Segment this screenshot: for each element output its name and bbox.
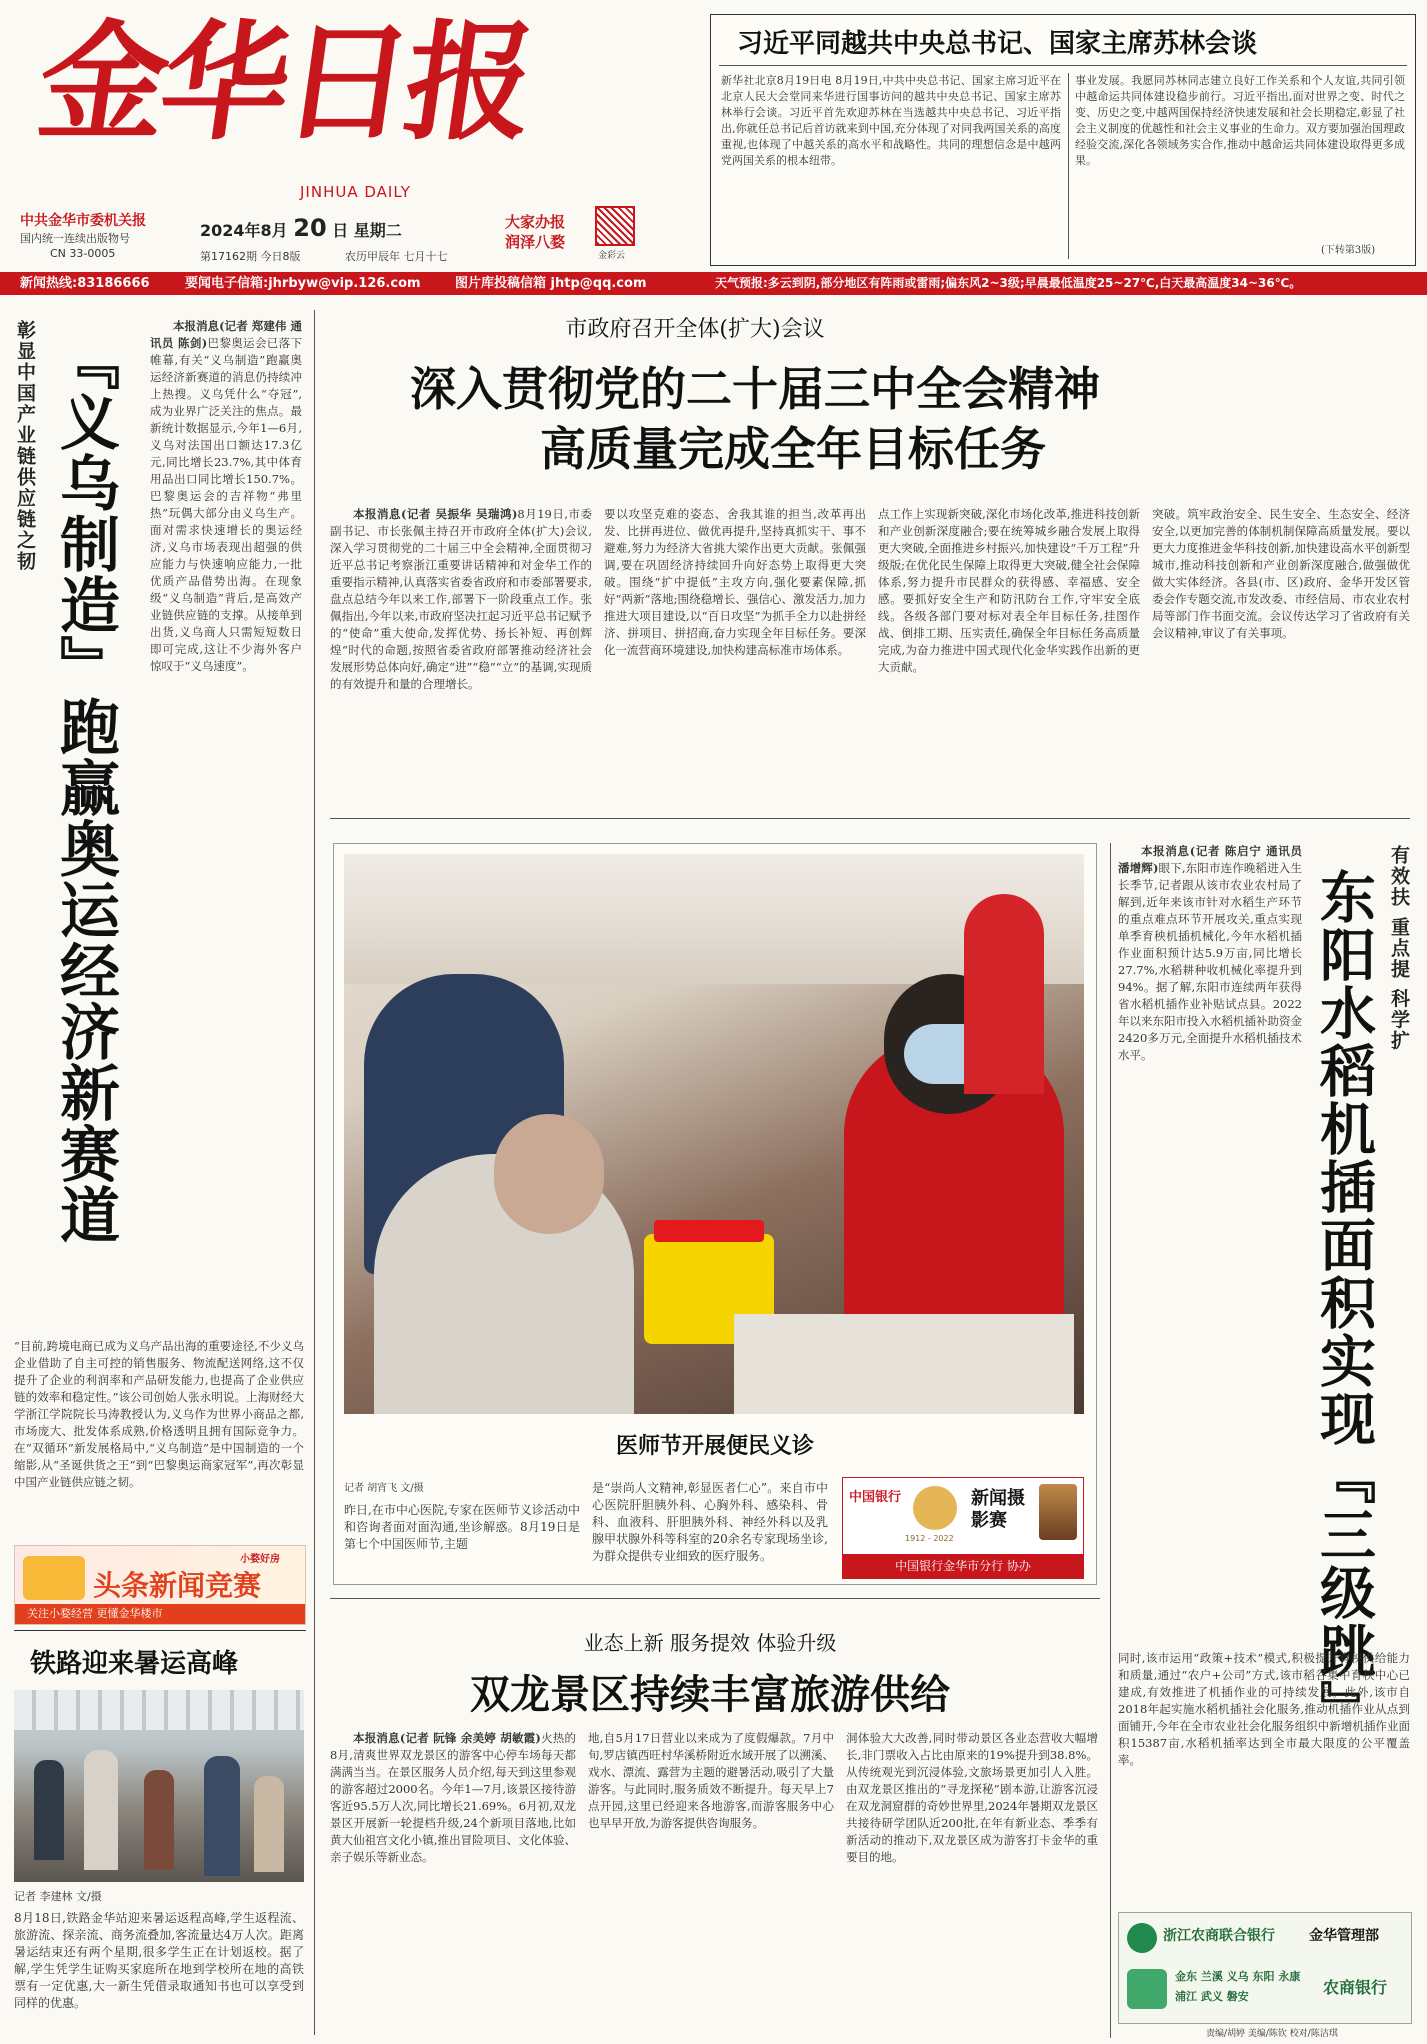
cn-number-label: 国内统一连续出版物号 — [20, 232, 130, 245]
issue-month: 2024年8月 — [200, 221, 288, 240]
right-feature-kicker: 有效扶 重点提 科学扩 — [1388, 845, 1410, 1052]
photo-story-box — [333, 843, 1097, 1585]
rural-bank-brand: 农商银行 — [1323, 1978, 1388, 1997]
main-story-text-1: 8月19日,市委副书记、市长张佩主持召开市政府全体(扩大)会议,深入学习贯彻党的二十届三中全会精神,全面贯彻习近平总书记考察浙江重要讲话精神和对金华工作的重要指示精神,认真落实省委省政府和市委部署要求,盘点总结今年以来工作,部署下一阶段重点工作。张佩指出,今年以来,市政府坚决扛起习近平总书记赋予的“使命”重大使命,发挥优势、扬长补短、再创辉煌“时代的命题,按照省委省政府部署推动经济社会发展形势总体向好,确定“进”“稳”“立”的基调,实现质的有效提升和量的合理增长。 — [330, 507, 592, 691]
bottom-story-column-1 — [330, 1730, 576, 2036]
left-feature-kicker: 彰显中国产业链供应链之韧 — [14, 320, 36, 572]
railway-photo — [14, 1690, 304, 1882]
qr-code-icon[interactable] — [595, 206, 635, 246]
main-story-column-3: 点工作上实现新突破,深化市场化改革,推进科技创新和产业创新深度融合;要在统筹城乡融合发展上取得更大突破,全面推进乡村振兴,加快建设“千万工程”升级版;在优化民生保障上取得更大突破,健全社会保障体系,努力提升市民群众的获得感、幸福感、安全感。要抓好安全生产和防汛防台工作,守牢安全底线。各级各部门要对标对表全年目标任务,挂图作战、倒排工期、压实责任,确保全年目标任务高质量完成,为奋力推进中国式现代化金华实践作出新的更大贡献。 — [878, 507, 1140, 674]
info-bar — [0, 272, 1427, 295]
main-story-title-line-2[interactable]: 高质量完成全年目标任务 — [540, 422, 1046, 476]
lunar-date: 农历甲辰年 七月十七 — [345, 250, 448, 263]
railway-body: 8月18日,铁路金华站迎来暑运返程高峰,学生返程流、旅游流、探亲流、商务流叠加,客流量达4万人次。距离暑运结束还有两个星期,很多学生正在计划返校。据了解,学生凭学生证购买家庭所在地到学校所在地的高铁票有一定优惠,大一新生凭借录取通知书也可以享受到同样的优惠。 — [14, 1911, 304, 2010]
main-story-kicker: 市政府召开全体(扩大)会议 — [565, 317, 825, 342]
photo-credit: 记者 胡宵飞 文/摄 — [344, 1483, 424, 1494]
top-news-column-1: 新华社北京8月19日电 8月19日,中共中央总书记、国家主席习近平在北京人民大会堂同来华进行国事访问的越共中央总书记、国家主席苏林举行会谈。习近平首先欢迎苏林在当选越共中央总书记、习近平指出,你就任总书记后首访就来到中国,充分体现了对同我两国关系的高度重视,也体现了中越关系的高水平和战略性。共同的理想信念是中越两党两国关系的根本纽带。 — [721, 74, 1061, 167]
rural-bank-badge-icon — [1127, 1969, 1167, 2009]
rural-bank-name: 浙江农商联合银行 — [1163, 1928, 1275, 1944]
bottom-story-column-2: 地,自5月17日营业以来成为了度假爆款。7月中旬,罗店镇西旺村华溪桥附近水域开展了以溯溪、戏水、漂流、露营为主题的避暑活动,吸引了大量游客。与此同时,服务质效不断提升。每天早上7点开园,这里已经迎来各地游客,而游客服务中心也早早开放,为游客提供咨询服务。 — [588, 1731, 834, 1830]
bottom-story-kicker: 业态上新 服务提效 体验升级 — [583, 1631, 837, 1655]
right-feature-body-2: 同时,该市运用“政策+技术”模式,积极提升育秧供给能力和质量,通过“农户+公司”方式,该市稻谷集中育秧中心已建成,有效推进了机插作业的可持续发展。此外,该市自2018年起实施水稻机插社会化服务,推动机插作业从点到面铺开,今年在全市农业社会化服务组织中新增机插作业面积15387亩,水稻机插率达到全市最大限度的公平覆盖率。 — [1118, 1651, 1410, 1767]
photo-story-body-1: 昨日,在市中心医院,专家在医师节义诊活动中和咨询者面对面沟通,坐诊解惑。8月19日是第七个中国医师节,主题 — [344, 1503, 580, 1551]
left-feature-body-1 — [150, 318, 302, 1336]
horse-statue-icon — [1039, 1484, 1077, 1540]
slogan-line-2: 润泽八婺 — [505, 233, 566, 251]
right-feature-title[interactable]: 东阳水稻机插面积实现『三级跳』 — [1311, 868, 1377, 1738]
rural-bank-cities: 金东 兰溪 义乌 东阳 永康 浦江 武义 磐安 — [1175, 1970, 1301, 2003]
photo-caption-title[interactable]: 医师节开展便民义诊 — [615, 1433, 814, 1459]
left-feature-title[interactable]: 『义乌制造』跑赢奥运经济新赛道 — [50, 330, 120, 1245]
anniversary-badge-icon — [913, 1486, 957, 1530]
bottom-story-byline: 本报消息(记者 阮锋 余美婷 胡敏霞) — [353, 1731, 541, 1745]
ad-sponsor: 中国银行金华市分行 协办 — [843, 1554, 1083, 1578]
rural-bank-slogan: 金华管理部 — [1309, 1928, 1379, 1944]
right-feature-body-1 — [1118, 843, 1302, 1643]
ad-years: 1912 - 2022 — [905, 1534, 954, 1543]
issue-weekday: 日 星期二 — [332, 221, 402, 240]
news-hotline: 新闻热线:83186666 — [20, 276, 150, 291]
editor-credits: 责编/胡婷 美编/陈钦 校对/陈洁琪 — [1206, 2029, 1338, 2039]
newspaper-logo: 金华日报 — [29, 8, 539, 158]
slogan — [505, 212, 565, 252]
photo-story-body-2: 是“崇尚人文精神,彰显医者仁心”。来自市中心医院肝胆胰外科、心胸外科、感染科、骨科、血液科、肝胆胰外科、神经外科以及乳腺甲状腺外科等科室的20余名专家现场坐诊,为群众提供专业细致的医疗服务。 — [592, 1481, 828, 1563]
left-feature-byline: 本报消息(记者 郑建伟 通讯员 陈剑) — [150, 319, 302, 350]
left-feature-body-2: “目前,跨境电商已成为义乌产品出海的重要途径,不少义乌企业借助了自主可控的销售服务、物流配送网络,这不仅提升了企业的利润率和产品研发能力,也提高了企业供应链的效率和稳定性。”该公司创始人张永明说。上海财经大学浙江学院院长马涛教授认为,义乌作为世界小商品之都,市场庞大、批发体系成熟,价格透明且拥有国际竞争力。在“双循环”新发展格局中,“义乌制造”是中国制造的一个缩影,从“圣诞供货之王”到“巴黎奥运商家冠军”,再次彰显中国产业链供应链之韧。 — [14, 1339, 304, 1489]
bank-photo-contest-ad[interactable] — [842, 1477, 1084, 1579]
ad-card-icon — [23, 1556, 85, 1600]
issue-date — [200, 214, 402, 242]
qr-code-label: 金彩云 — [598, 251, 626, 261]
news-email[interactable]: 要闻电子信箱:jhrbyw@vip.126.com — [185, 276, 421, 291]
main-story-byline: 本报消息(记者 吴振华 吴瑞鸿) — [353, 507, 518, 521]
ad-tag: 小婺好房 — [240, 1554, 280, 1565]
top-news-column-2: 事业发展。我愿同苏林同志建立良好工作关系和个人友谊,共同引领中越命运共同体建设稳步前行。习近平指出,面对世界之变、时代之变、历史之变,中越两国保持经济快速发展和社会长期稳定,彰显了社会主义制度的优越性和社会主义事业的生命力。双方要加强治国理政经验交流,深化各领域务实合作,推动中越命运共同体建设取得更多成果。 — [1075, 74, 1405, 167]
main-story-column-4: 突破。筑牢政治安全、民生安全、生态安全、经济安全,以更加完善的体制机制保障高质量发展。要以更大力度推进金华科技创新,加快建设高水平创新型城市,推动科技创新和产业创新深度融合,做强做优做大实体经济。各县(市、区)政府、金华开发区管委会作专题交流,市发改委、市经信局、市农业农村局等部门作书面交流。会议传达学习了省政府有关会议精神,审议了有关事项。 — [1152, 507, 1410, 640]
main-story-column-2: 要以攻坚克难的姿态、舍我其谁的担当,改革再出发、比拼再进位、做优再提升,坚持真抓实干、事不避难,努力为经济大省挑大梁作出更大贡献。张佩强调,要在巩固经济持续回升向好态势上取得更大突破。围绕“扩中提低”主攻方向,强化要素保障,抓好“两新”落地;围绕稳增长、强信心、激发活力,加力推进大项目建设,以“百日攻坚”为抓手全力以赴拼经济、拼项目、拼招商,奋力实现全年目标任务。要深化一流营商环境建设,加快构建高标准市场体系。 — [604, 507, 866, 657]
bank-logo-icon — [1127, 1923, 1157, 1953]
ad-sub: 关注小婺经营 更懂金华楼市 — [15, 1604, 305, 1624]
cn-code: CN 33-0005 — [50, 247, 116, 260]
ad-contest-title: 新闻摄影赛 — [971, 1488, 1025, 1531]
right-feature-text-1: 眼下,东阳市连作晚稻进入生长季节,记者跟从该市农业农村局了解到,近年来该市针对水稻生产环节的重点难点环节开展攻关,重点实现单季育秧机插机械化,今年水稻机插作业面积预计达5.9万亩,同比增长27.7%,水稻耕种收机械化率提升到94%。据了解,东阳市连续两年获得省水稻机插作业补贴试点县。2022年以来东阳市投入水稻机插补助资金2420多万元,全面提升水稻机插技术水平。 — [1118, 861, 1302, 1062]
weather-forecast: 天气预报:多云到阴,部分地区有阵雨或雷雨;偏东风2~3级;早晨最低温度25~27℃,白天最高温度34~36℃。 — [715, 276, 1302, 290]
bottom-story-text-1: 火热的8月,清爽世界双龙景区的游客中心停车场每天都满满当当。在景区服务人员介绍,每天到这里参观的游客超过2000名。今年1—7月,该景区接待游客近95.5万人次,同比增长21.69%。6月初,双龙景区开展新一轮提档升级,24个新项目落地,比如黄大仙祖宫文化小镇,推出冒险项目、文化体验、亲子娱乐等新业态。 — [330, 1731, 576, 1864]
newspaper-logo-english: JINHUA DAILY — [300, 183, 411, 201]
publisher-label: 中共金华市委机关报 — [20, 213, 146, 229]
main-story-title-line-1[interactable]: 深入贯彻党的二十届三中全会精神 — [410, 362, 1100, 416]
photo-email[interactable]: 图片库投稿信箱 jhtp@qq.com — [455, 276, 647, 291]
bottom-story-title[interactable]: 双龙景区持续丰富旅游供给 — [470, 1671, 950, 1718]
ad-brand: 头条新闻竞赛 — [93, 1569, 262, 1602]
bottom-story-column-3: 洞体验大大改善,同时带动景区各业态营收大幅增长,非门票收入占比由原来的19%提升到38.8%。从传统观光到沉浸体验,文旅场景更加引人入胜。由双龙景区推出的“寻龙探秘”剧本游,让游客沉浸在双龙洞窟群的奇妙世界里,2024年暑期双龙景区共接待研学团队近200批,在年有新业态、季季有新活动的推动下,双龙景区成为游客打卡金华的重要目的地。 — [846, 1731, 1098, 1864]
main-story-column-1 — [330, 506, 592, 806]
ad-banner[interactable] — [14, 1545, 306, 1625]
top-news-box — [710, 14, 1416, 266]
clinic-photo — [344, 854, 1084, 1414]
right-feature-byline: 本报消息(记者 陈启宁 通讯员 潘增辉) — [1118, 844, 1302, 875]
issue-day: 20 — [293, 214, 327, 242]
top-news-continued[interactable]: (下转第3版) — [1321, 245, 1376, 256]
issue-number: 第17162期 今日8版 — [200, 250, 301, 263]
railway-credit: 记者 李建林 文/摄 — [14, 1890, 102, 1903]
rural-bank-ad[interactable] — [1118, 1912, 1412, 2024]
top-news-headline[interactable]: 习近平同越共中央总书记、国家主席苏林会谈 — [737, 29, 1258, 59]
railway-title[interactable]: 铁路迎来暑运高峰 — [30, 1649, 239, 1679]
slogan-line-1: 大家办报 — [505, 213, 566, 231]
left-feature-text-1: 巴黎奥运会已落下帷幕,有关“义乌制造”跑赢奥运经济新赛道的消息仍持续冲上热搜。义乌凭什么“夺冠”,成为业界广泛关注的焦点。最新统计数据显示,今年1—6月,义乌对法国出口额达17.3亿元,同比增长23.7%,其中体育用品出口同比增长150.7%。巴黎奥运会的吉祥物“弗里热”玩偶大部分由义乌生产。面对需求快速增长的奥运经济,义乌市场表现出超强的供应能力与快速响应能力,一批优质产品借势出海。在现象级“义乌制造”背后,是高效产业链供应链的支撑。从接单到出货,义乌商人只需短短数日即可完成,这让不少海外客户惊叹于“义乌速度”。 — [150, 336, 302, 673]
ad-bank-name: 中国银行 — [849, 1490, 902, 1505]
